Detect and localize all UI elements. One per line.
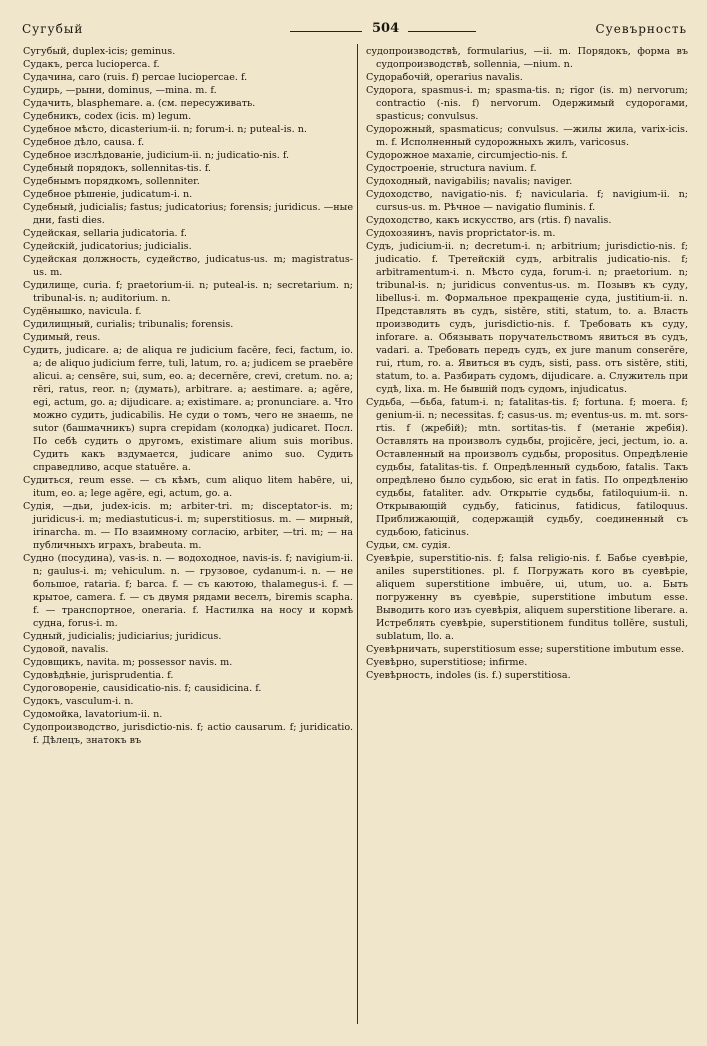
header-rule-left bbox=[290, 31, 362, 32]
dictionary-entry: Судебное дѣло, causa. f. bbox=[23, 137, 145, 148]
dictionary-entry: Суевѣріе, superstitio-nis. f; falsa religio-nis. f. Бабье суевѣріе, aniles superstitiones. pl. f. Погружать кого въ суевѣріе, aliquem superstitione imbuĕre, ui, utum, uo. a. Быть погруженну въ суевѣріе, superstitione imbutum esse. Выводить кого изъ суевѣрія, aliquem superstitione liberare. a. Истреблять суевѣріе, superstitionem funditus tollĕre, sustuli, sublatum, llo. a. bbox=[366, 553, 688, 642]
dictionary-entry: Судовщикъ, navita. m; possessor navis. m. bbox=[23, 657, 233, 668]
dictionary-entry: Судакъ, perca lucioperca. f. bbox=[23, 59, 160, 70]
dictionary-entry: Судебнымъ порядкомъ, sollenniter. bbox=[23, 176, 200, 187]
dictionary-entry: Судохозяинъ, navis proprictator-is. m. bbox=[366, 228, 556, 239]
dictionary-entry: Судебное рѣшеніе, judicatum-i. n. bbox=[23, 189, 193, 200]
left-running-head: Сугубый bbox=[22, 22, 84, 36]
dictionary-entry: Судовой, navalis. bbox=[23, 644, 109, 655]
dictionary-entry: Судовѣдѣніе, jurisprudentia. f. bbox=[23, 670, 174, 681]
dictionary-entry: Судиться, reum esse. — съ кѣмъ, cum aliquo litem habēre, ui, itum, eo. a; lege agĕre, egi, actum, go. a. bbox=[23, 475, 353, 499]
dictionary-entry: Судоходный, navigabilis; navalis; naviger. bbox=[366, 176, 573, 187]
dictionary-entry: Судорога, spasmus-i. m; spasma-tis. n; rigor (is. m) nervorum; contractio (-nis. f) nervorum. Одержимый судорогами, spasticus; convulsus. bbox=[366, 85, 688, 122]
page-header bbox=[22, 22, 687, 40]
dictionary-entry: Судорабочій, operarius navalis. bbox=[366, 72, 523, 83]
dictionary-entry: Судирь, —рыни, dominus, —mina. m. f. bbox=[23, 85, 217, 96]
dictionary-entry: Суевѣрно, superstitiose; infirme. bbox=[366, 657, 528, 668]
dictionary-entry: Судебный порядокъ, sollennitas-tis. f. bbox=[23, 163, 211, 174]
dictionary-entry: Судорожный, spasmaticus; convulsus. —жилы жила, varix-icis. m. f. Исполненный судорожныхъ жилъ, varicosus. bbox=[366, 124, 688, 148]
dictionary-entry: Судимый, reus. bbox=[23, 332, 101, 343]
left-column bbox=[23, 45, 353, 1035]
dictionary-entry: Судно (посудина), vas-is. n. — водоходное, navis-is. f; navigium-ii. n; gaulus-i. m; vehiculum. n. — грузовое, cydanum-i. n. — не большое, rataria. f; barca. f. — съ каютою, thalamegus-i. f. — крытое, camera. f. — съ двумя рядами веселъ, biremis scapha. f. — транспортное, oneraria. f. Настилка на носу и кормѣ судна, forus-i. m. bbox=[23, 553, 353, 629]
dictionary-entry: Судокъ, vasculum-i. n. bbox=[23, 696, 134, 707]
dictionary-entry: Судейскій, judicatorius; judicialis. bbox=[23, 241, 192, 252]
dictionary-entry: Судейская, sellaria judicatoria. f. bbox=[23, 228, 187, 239]
column-divider bbox=[357, 44, 358, 1024]
right-column bbox=[366, 45, 688, 1035]
dictionary-entry: Судебникъ, codex (icis. m) legum. bbox=[23, 111, 192, 122]
dictionary-entry: Суевѣрность, indoles (is. f.) superstitiosa. bbox=[366, 670, 571, 681]
dictionary-entry: судопроизводствѣ, formularius, —ii. m. Порядокъ, форма въ судопроизводствѣ, sollennia, —nium. n. bbox=[366, 46, 688, 70]
dictionary-entry: Судачина, caro (ruis. f) percae luciopercae. f. bbox=[23, 72, 248, 83]
dictionary-entry: Судачить, blasphemare. a. (см. пересуживать. bbox=[23, 98, 256, 109]
dictionary-entry: Судилищный, curialis; tribunalis; forensis. bbox=[23, 319, 234, 330]
dictionary-entry: Судьба, —бьба, fatum-i. n; fatalitas-tis. f; fortuna. f; moera. f; genium-ii. n; necessitas. f; casus-us. m; eventus-us. m. mt. sors-rtis. f (жребій); mtn. sortitas-tis. f (метаніе жребія). Оставлять на произволъ судьбы, projicĕre, jeci, jectum, io. a. Оставленный на произволъ судьбы, propositus. Опредѣленіе судьбы, fatalitas-tis. f. Опредѣленный судьбою, fatalis. Такъ опредѣлено было судьбою, sic erat in fatis. По опредѣленію судьбы, fataliter. adv. Открытіе судьбы, fatiloquium-ii. n. Открывающій судьбу, faticinus, fatidicus, fatiloquus. Приближающій, содержащій судьбу, соединенный съ судьбою, faticinus. bbox=[366, 397, 688, 538]
dictionary-entry: Судія, —дьи, judex-icis. m; arbiter-tri. m; disceptator-is. m; juridicus-i. m; mediastuticus-i. m; superstitiosus. m. — мирный, irinarcha. m. — По взаимному согласію, arbiter, —tri. m; — на публичныхъ играхъ, brabeuta. m. bbox=[23, 501, 353, 551]
dictionary-entry: Судить, judicare. a; de aliqua re judicium facĕre, feci, factum, io. a; de aliquo judicium ferre, tuli, latum, ro. a; judicem se praebĕre alicui. a; censēre, sui, sum, eo. a; decernĕre, crevi, cretum. no. a; rēri, ratus, reor. n; (думать), arbitrare. a; aestimare. a; agĕre, egi, actum, go. a; dijudicare. a; existimare. a; pronunciare. a. Что можно судить, judicabilis. Не суди о томъ, чего не знаешь, ne sutor (башмачникъ) supra crepidam (колодка) judicaret. Посл. По себѣ судить о другомъ, existimare alium suis moribus. Судить какъ вздумается, judicare animo suo. Судить справедливо, acque statuĕre. a. bbox=[23, 345, 353, 473]
header-rule-right bbox=[408, 31, 476, 32]
dictionary-entry: Судъ, judicium-ii. n; decretum-i. n; arbitrium; jurisdictio-nis. f; judicatio. f. Третейскій судъ, arbitralis judicatio-nis. f; arbitramentum-i. n. Мѣсто суда, forum-i. n; praetorium. n; tribunal-is. n; juridicus conventus-us. m. Позывъ къ суду, libellus-i. m. Формальное прекращеніе суда, justitium-ii. n. Представлять въ судъ, sistĕre, stiti, statum, to. a. Власть производить судъ, jurisdictio-nis. f. Требовать къ суду, inforare. a. Обязывать поручательствомъ явиться въ судъ, vadari. a. Требовать передъ судъ, ex jure manum conserĕre, rui, rtum, ro. a. Явиться въ судъ, sisti, pass. отъ sistĕre, stiti, statum, to. a. Разбирать судомъ, dijudicare. a. Служитель при судѣ, lixa. m. Не бывшій подъ судомъ, injudicatus. bbox=[366, 241, 688, 395]
dictionary-entry: Судопроизводство, jurisdictio-nis. f; actio causarum. f; juridicatio. f. Дѣлецъ, знатокъ въ bbox=[23, 722, 353, 746]
right-running-head: Суевърность bbox=[595, 22, 687, 36]
dictionary-entry: Судомойка, lavatorium-ii. n. bbox=[23, 709, 163, 720]
dictionary-entry: Судейская должность, судейство, judicatus-us. m; magistratus-us. m. bbox=[23, 254, 353, 278]
dictionary-entry: Судилище, curia. f; praetorium-ii. n; puteal-is. n; secretarium. n; tribunal-is. n; auditorium. n. bbox=[23, 280, 353, 304]
dictionary-entry: Судьи, см. судія. bbox=[366, 540, 451, 551]
dictionary-entry: Судорожное махаліе, circumjectio-nis. f. bbox=[366, 150, 568, 161]
dictionary-entry: Судебный, judicialis; fastus; judicatorius; forensis; juridicus. —ные дни, fasti dies. bbox=[23, 202, 353, 226]
dictionary-entry: Судный, judicialis; judiciarius; juridicus. bbox=[23, 631, 222, 642]
dictionary-entry: Сугубый, duplex-icis; geminus. bbox=[23, 46, 176, 57]
dictionary-entry: Судостроеніе, structura navium. f. bbox=[366, 163, 537, 174]
dictionary-entry: Суевѣрничать, superstitiosum esse; superstitione imbutum esse. bbox=[366, 644, 685, 655]
dictionary-entry: Судёнышко, navicula. f. bbox=[23, 306, 142, 317]
page-number: 504 bbox=[372, 21, 400, 36]
dictionary-entry: Судебное мѣсто, dicasterium-ii. n; forum-i. n; puteal-is. n. bbox=[23, 124, 307, 135]
dictionary-entry: Судоговореніе, causidicatio-nis. f; causidicina. f. bbox=[23, 683, 262, 694]
dictionary-entry: Судебное изслѣдованіе, judicium-ii. n; judicatio-nis. f. bbox=[23, 150, 290, 161]
dictionary-entry: Судоходство, navigatio-nis. f; navicularia. f; navigium-ii. n; cursus-us. m. Рѣчное — navigatio fluminis. f. bbox=[366, 189, 688, 213]
dictionary-entry: Судоходство, какъ искусство, ars (rtis. f) navalis. bbox=[366, 215, 612, 226]
